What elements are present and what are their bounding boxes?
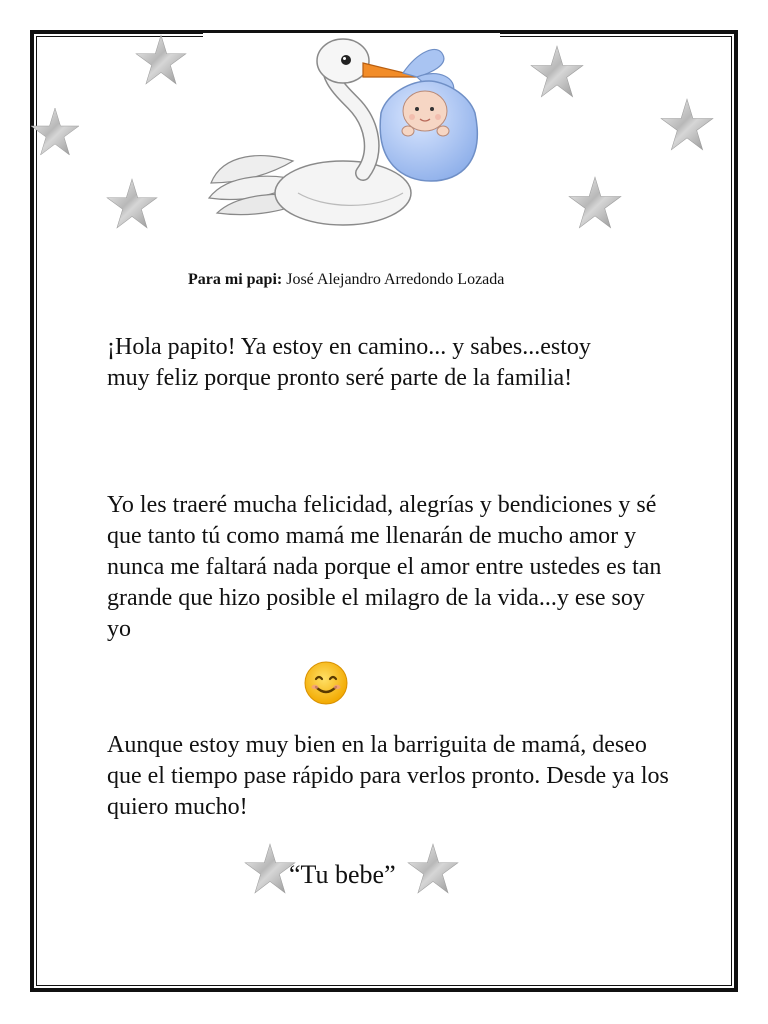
silver-star-icon [135, 34, 187, 86]
dedication-name: José Alejandro Arredondo Lozada [282, 271, 505, 288]
silver-star-icon [568, 176, 622, 230]
dedication-line [188, 269, 528, 299]
silver-star-icon [407, 842, 459, 896]
silver-star-icon [530, 45, 584, 99]
stork-illustration [203, 33, 500, 230]
signature: “Tu bebe” [289, 860, 396, 889]
letter-paragraph-1: ¡Hola papito! Ya estoy en camino... y sabes...estoy muy feliz porque pronto seré parte de la familia! [107, 334, 591, 391]
smiley-emoji-icon [303, 660, 349, 706]
letter-paragraph-3: Aunque estoy muy bien en la barriguita de mamá, deseo que el tiempo pase rápido para verlos pronto. Desde ya los quiero mucho! [107, 732, 669, 820]
letter-paragraph-2: Yo les traeré mucha felicidad, alegrías y bendiciones y sé que tanto tú como mamá me llenarán de mucho amor y nunca me faltará nada porque el amor entre ustedes es tan grande que hizo posible el milagro de la vida...y ese soy yo [107, 492, 662, 642]
silver-star-icon [660, 98, 714, 152]
silver-star-icon [30, 107, 80, 157]
silver-star-icon [106, 178, 158, 230]
stork-baby-icon [203, 33, 500, 230]
dedication-label: Para mi papi: [188, 271, 283, 288]
